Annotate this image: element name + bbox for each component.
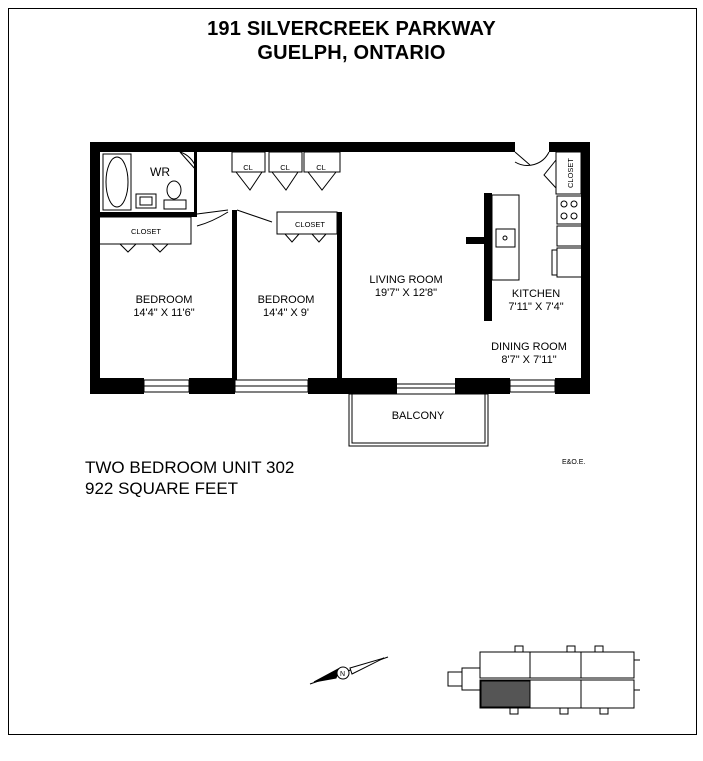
label-living-name: LIVING ROOM (369, 274, 443, 286)
label-dining-name: DINING ROOM (491, 341, 567, 353)
compass-icon (310, 657, 388, 684)
label-balcony: BALCONY (391, 410, 445, 422)
label-bedroom2-size: 14'4" X 9' (262, 307, 310, 319)
address-title: 191 SILVERCREEK PARKWAY (207, 18, 496, 40)
disclaimer: E&O.E. (562, 459, 586, 466)
label-bedroom1-name: BEDROOM (135, 294, 193, 306)
label-cl-2: CL (280, 163, 290, 172)
label-kitchen-size: 7'11" X 7'4" (508, 301, 564, 313)
city-title: GUELPH, ONTARIO (257, 42, 446, 64)
label-wr: WR (150, 165, 170, 179)
label-closet-bedroom1: CLOSET (130, 227, 162, 236)
unit-type: TWO BEDROOM UNIT 302 (85, 458, 295, 477)
bathroom-fixtures (103, 154, 186, 210)
svg-text:N: N (340, 671, 346, 678)
label-cl-3: CL (316, 163, 326, 172)
kitchen-fixtures (492, 195, 582, 280)
label-kitchen-name: KITCHEN (511, 288, 561, 300)
label-bedroom1-size: 14'4" X 11'6" (133, 307, 195, 319)
key-plan (448, 646, 640, 714)
label-cl-1: CL (243, 163, 253, 172)
unit-area: 922 SQUARE FEET (85, 479, 239, 498)
label-closet-bedroom2: CLOSET (294, 220, 326, 229)
label-living-size: 19'7" X 12'8" (374, 287, 438, 299)
label-bedroom2-name: BEDROOM (257, 294, 315, 306)
label-closet-kitchen: CLOSET (566, 157, 575, 189)
label-dining-size: 8'7" X 7'11" (501, 354, 557, 366)
